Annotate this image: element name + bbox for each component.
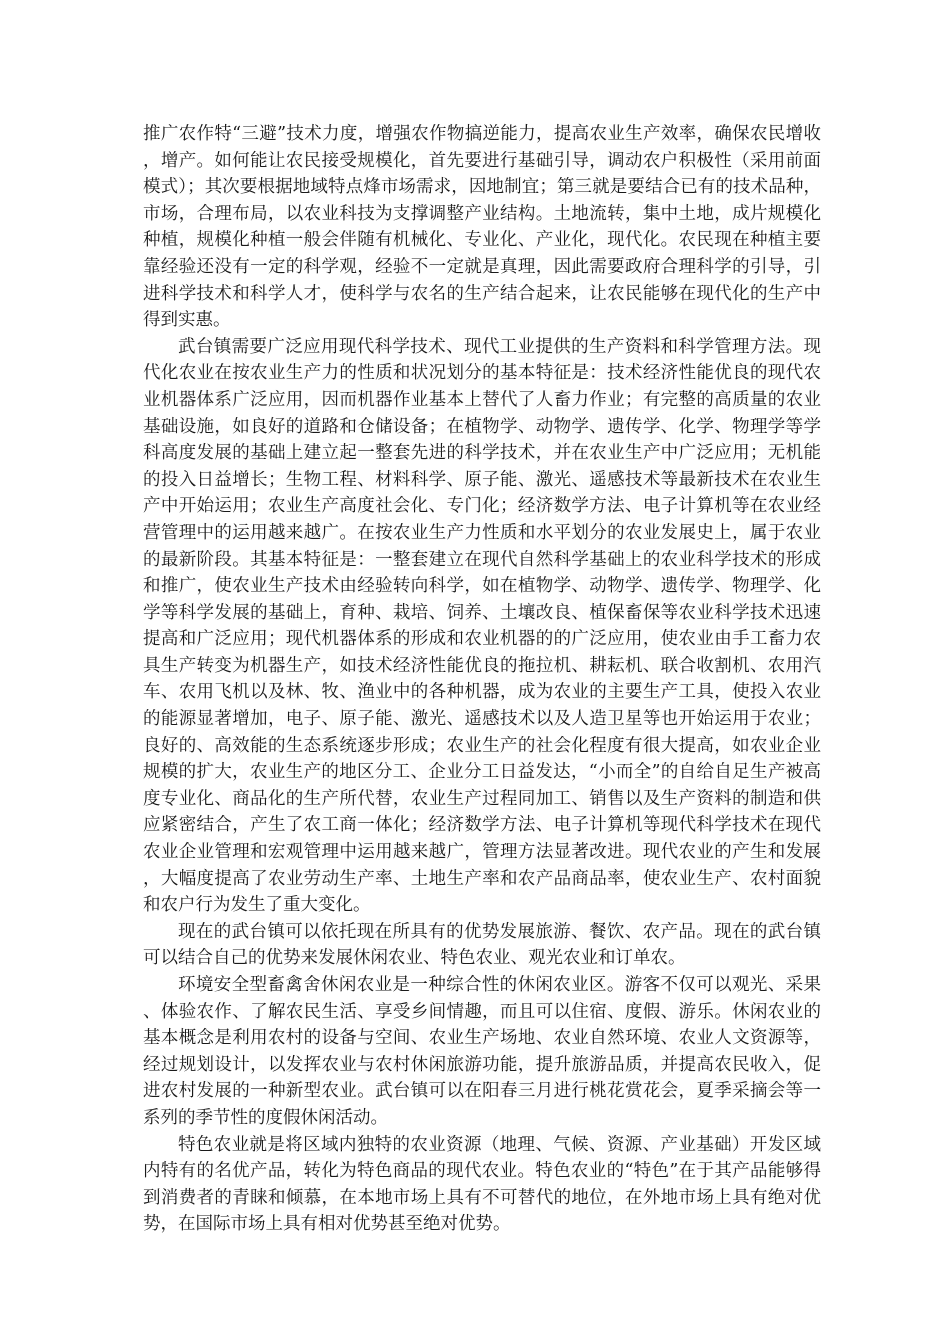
paragraph-4: 环境安全型畜禽舍休闲农业是一种综合性的休闲农业区。游客不仅可以观光、采果、体验农作、了解农民生活、享受乡间情趣，而且可以住宿、度假、游乐。休闲农业的基本概念是利用农村的设备与空间、农业生产场地、农业自然环境、农业人文资源等，经过规划设计，以发挥农业与农村休闲旅游功能，提升旅游品质，并提高农民收入，促进农村发展的一种新型农业。武台镇可以在阳春三月进行桃花赏花会，夏季采摘会等一系列的季节性的度假休闲活动。 bbox=[143, 975, 821, 1128]
paragraph-2: 武台镇需要广泛应用现代科学技术、现代工业提供的生产资料和科学管理方法。现代化农业在按农业生产力的性质和状况划分的基本特征是：技术经济性能优良的现代农业机器体系广泛应用，因而机器作业基本上替代了人畜力作业；有完整的高质量的农业基础设施，如良好的道路和仓储设备；在植物学、动物学、遗传学、化学、物理学等学科高度发展的基础上建立起一整套先进的科学技术，并在农业生产中广泛应用；无机能的投入日益增长；生物工程、材料科学、原子能、激光、遥感技术等最新技术在农业生产中开始运用；农业生产高度社会化、专门化；经济数学方法、电子计算机等在农业经营管理中的运用越来越广。在按农业生产力性质和水平划分的农业发展史上，属于农业的最新阶段。其基本特征是：一整套建立在现代自然科学基础上的农业科学技术的形成和推广，使农业生产技术由经验转向科学，如在植物学、动物学、遗传学、物理学、化学等科学发展的基础上，育种、栽培、饲养、土壤改良、植保畜保等农业科学技术迅速提高和广泛应用；现代机器体系的形成和农业机器的的广泛应用，使农业由手工畜力农具生产转变为机器生产，如技术经济性能优良的拖拉机、耕耘机、联合收割机、农用汽车、农用飞机以及林、牧、渔业中的各种机器，成为农业的主要生产工具，使投入农业的能源显著增加，电子、原子能、激光、遥感技术以及人造卫星等也开始运用于农业；良好的、高效能的生态系统逐步形成；农业生产的社会化程度有很大提高，如农业企业规模的扩大，农业生产的地区分工、企业分工日益发达，“小而全”的自给自足生产被高度专业化、商品化的生产所代替，农业生产过程同加工、销售以及生产资料的制造和供应紧密结合，产生了农工商一体化；经济数学方法、电子计算机等现代科学技术在现代农业企业管理和宏观管理中运用越来越广，管理方法显著改进。现代农业的产生和发展，大幅度提高了农业劳动生产率、土地生产率和农产品商品率，使农业生产、农村面貌和农户行为发生了重大变化。 bbox=[143, 336, 821, 916]
paragraph-1: 推广农作特“三避”技术力度，增强农作物搞逆能力，提高农业生产效率，确保农民增收，增产。如何能让农民接受规模化，首先要进行基础引导，调动农户积极性（采用前面模式）；其次要根据地域特点烽市场需求，因地制宜；第三就是要结合已有的技术品种，市场，合理布局，以农业科技为支撑调整产业结构。土地流转，集中土地，成片规模化种植，规模化种植一般会伴随有机械化、专业化、产业化，现代化。农民现在种植主要靠经验还没有一定的科学观，经验不一定就是真理，因此需要政府合理科学的引导，引进科学技术和科学人才，使科学与农名的生产结合起来，让农民能够在现代化的生产中得到实惠。 bbox=[143, 124, 821, 331]
document-page bbox=[143, 121, 821, 1238]
paragraph-5: 特色农业就是将区域内独特的农业资源（地理、气候、资源、产业基础）开发区域内特有的名优产品，转化为特色商品的现代农业。特色农业的“特色”在于其产品能够得到消费者的青睐和倾慕，在本地市场上具有不可替代的地位，在外地市场上具有绝对优势，在国际市场上具有相对优势甚至绝对优势。 bbox=[143, 1134, 821, 1235]
paragraph-3: 现在的武台镇可以依托现在所具有的优势发展旅游、餐饮、农产品。现在的武台镇可以结合自己的优势来发展休闲农业、特色农业、观光农业和订单农。 bbox=[143, 921, 821, 969]
